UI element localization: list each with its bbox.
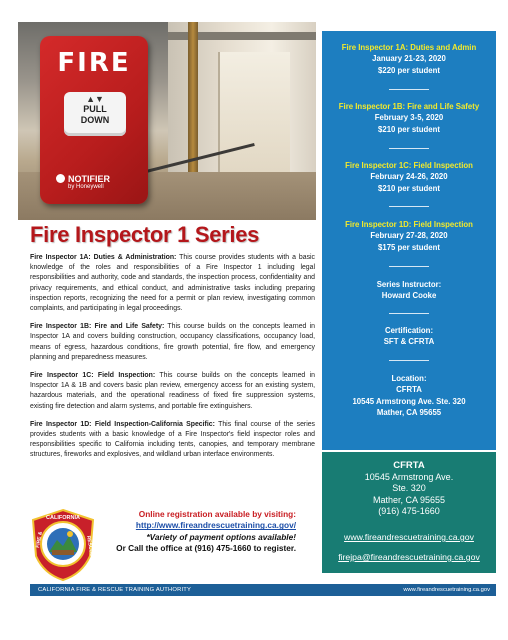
instructor-name: Howard Cooke: [381, 291, 437, 301]
pull-arrow-icon: ▲▼: [86, 94, 104, 104]
photo-doorway: [218, 52, 290, 172]
contact-address: [322, 472, 496, 518]
divider: [389, 266, 429, 267]
footer-site-link[interactable]: www.fireandrescuetraining.ca.gov: [403, 587, 490, 593]
schedule-course-1a: [322, 42, 496, 76]
course-title: Fire Inspector 1D: Field Inspection: [345, 220, 473, 229]
certification-value: SFT & CFRTA: [383, 337, 435, 347]
course-text: This final course of the series provides students with a basic knowledge of a Fire Inspector's field inspector roles and responsibilities specific to California including tents, canopies, and temporary membrane structures, fireworks and explosives, and wildland urban interface environments.: [30, 420, 315, 459]
course-text: This course builds on the concepts learned in Inspector 1A & 1B and covers basic plan review, emergency access for an existing system, hazardous materials, and the operational readiness of fixed fire suppression systems, existing fire detection and alarm systems, and portable fire extinguishers.: [30, 372, 315, 410]
seal-top-text: CALIFORNIA: [46, 515, 80, 521]
notifier-dot-icon: [56, 174, 65, 183]
footer-org: CALIFORNIA FIRE & RESCUE TRAINING AUTHORITY: [38, 587, 192, 593]
cfrta-seal-logo: [30, 508, 96, 582]
contact-name: CFRTA: [393, 460, 425, 471]
course-description: [30, 322, 315, 363]
course-price: $175 per student: [378, 242, 440, 252]
notifier-logo: [56, 174, 132, 190]
contact-phone: (916) 475-1660: [378, 506, 440, 517]
course-label: Fire Inspector 1B: Fire and Life Safety:: [30, 323, 165, 331]
photo-post: [188, 22, 198, 192]
course-title: Fire Inspector 1B: Fire and Life Safety: [338, 102, 480, 111]
schedule-course-1b: [322, 101, 496, 135]
course-title: Fire Inspector 1A: Duties and Admin: [341, 43, 477, 52]
course-descriptions: [30, 253, 315, 469]
instructor-label: Series Instructor:: [376, 280, 442, 289]
divider: [389, 148, 429, 149]
instructor-info: [322, 279, 496, 302]
divider: [389, 89, 429, 90]
course-label: Fire Inspector 1A: Duties & Administration:: [30, 254, 177, 261]
certification-info: [322, 325, 496, 348]
course-dates: February 24-26, 2020: [370, 172, 448, 182]
course-text: This course builds on the concepts learned in Inspector 1A and covers building construction, occupancy classifications, occupancy load, means of egress, hazardous conditions, fire growth potential, fire flow, and emergency planning and preparedness measures.: [30, 323, 315, 361]
course-title: Fire Inspector 1C: Field Inspection: [345, 161, 473, 170]
registration-heading: Online registration available by visiting:: [138, 509, 296, 519]
certification-label: Certification:: [384, 326, 434, 335]
contact-city: Mather, CA 95655: [372, 494, 446, 505]
course-description: [30, 420, 315, 461]
divider: [389, 360, 429, 361]
location-label: Location:: [391, 374, 427, 383]
divider: [389, 313, 429, 314]
schedule-course-1c: [322, 160, 496, 194]
course-dates: February 3-5, 2020: [374, 113, 444, 123]
page-title: Fire Inspector 1 Series: [30, 222, 260, 247]
course-label: Fire Inspector 1D: Field Inspection-California Specific:: [30, 420, 215, 428]
course-price: $210 per student: [378, 124, 440, 134]
registration-phone: Or Call the office at (916) 475-1660 to register.: [116, 543, 296, 554]
location-name: CFRTA: [396, 385, 422, 395]
pull-label: PULL: [83, 104, 107, 114]
location-city: Mather, CA 95655: [376, 408, 442, 418]
course-text: This course provides students with a basic knowledge of the roles and responsibilities of a Fire Inspector 1 including legal responsibilities and authority, code and standards, the inspection process, confidentiality and privacy requirements, and ethical conduct, and administrative tasks including preparing inspection reports, recognizing the need for a permit or plan review, investigating common complaints, and participating in legal proceedings.: [30, 254, 315, 313]
location-address: 10545 Armstrong Ave. Ste. 320: [352, 396, 466, 406]
course-price: $220 per student: [378, 65, 440, 75]
contact-email-link[interactable]: firejpa@fireandrescuetraining.ca.gov: [338, 552, 480, 562]
fire-alarm-photo: [18, 22, 316, 220]
course-dates: February 27-28, 2020: [370, 231, 448, 241]
registration-block: [96, 509, 296, 555]
course-label: Fire Inspector 1C: Field Inspection:: [30, 372, 156, 380]
payment-note: [96, 532, 296, 543]
pull-station: [40, 36, 148, 204]
contact-panel: [322, 452, 496, 573]
notifier-brand-sub: by Honeywell: [68, 184, 104, 190]
pull-down-label: [64, 104, 126, 126]
schedule-panel: [322, 31, 496, 450]
payment-note-text: *Variety of payment options available!: [146, 531, 296, 542]
course-description: [30, 371, 315, 412]
schedule-course-1d: [322, 219, 496, 253]
contact-website-link[interactable]: www.fireandrescuetraining.ca.gov: [344, 532, 474, 542]
down-label: DOWN: [80, 115, 110, 125]
course-dates: January 21-23, 2020: [372, 54, 446, 64]
alarm-fire-word: FIRE: [57, 48, 131, 78]
footer-bar: [30, 584, 496, 596]
registration-link[interactable]: http://www.fireandrescuetraining.ca.gov/: [135, 520, 296, 531]
course-description: [30, 253, 315, 314]
course-price: $210 per student: [378, 183, 440, 193]
contact-suite: Ste. 320: [392, 483, 426, 494]
divider: [389, 206, 429, 207]
notifier-brand: NOTIFIER: [68, 174, 110, 184]
pull-handle: [64, 92, 126, 136]
contact-street: 10545 Armstrong Ave.: [364, 472, 454, 482]
seal-right-text: RESCUE: [85, 535, 95, 557]
seal-left-text: FIRE &: [35, 531, 44, 549]
location-info: [322, 373, 496, 419]
